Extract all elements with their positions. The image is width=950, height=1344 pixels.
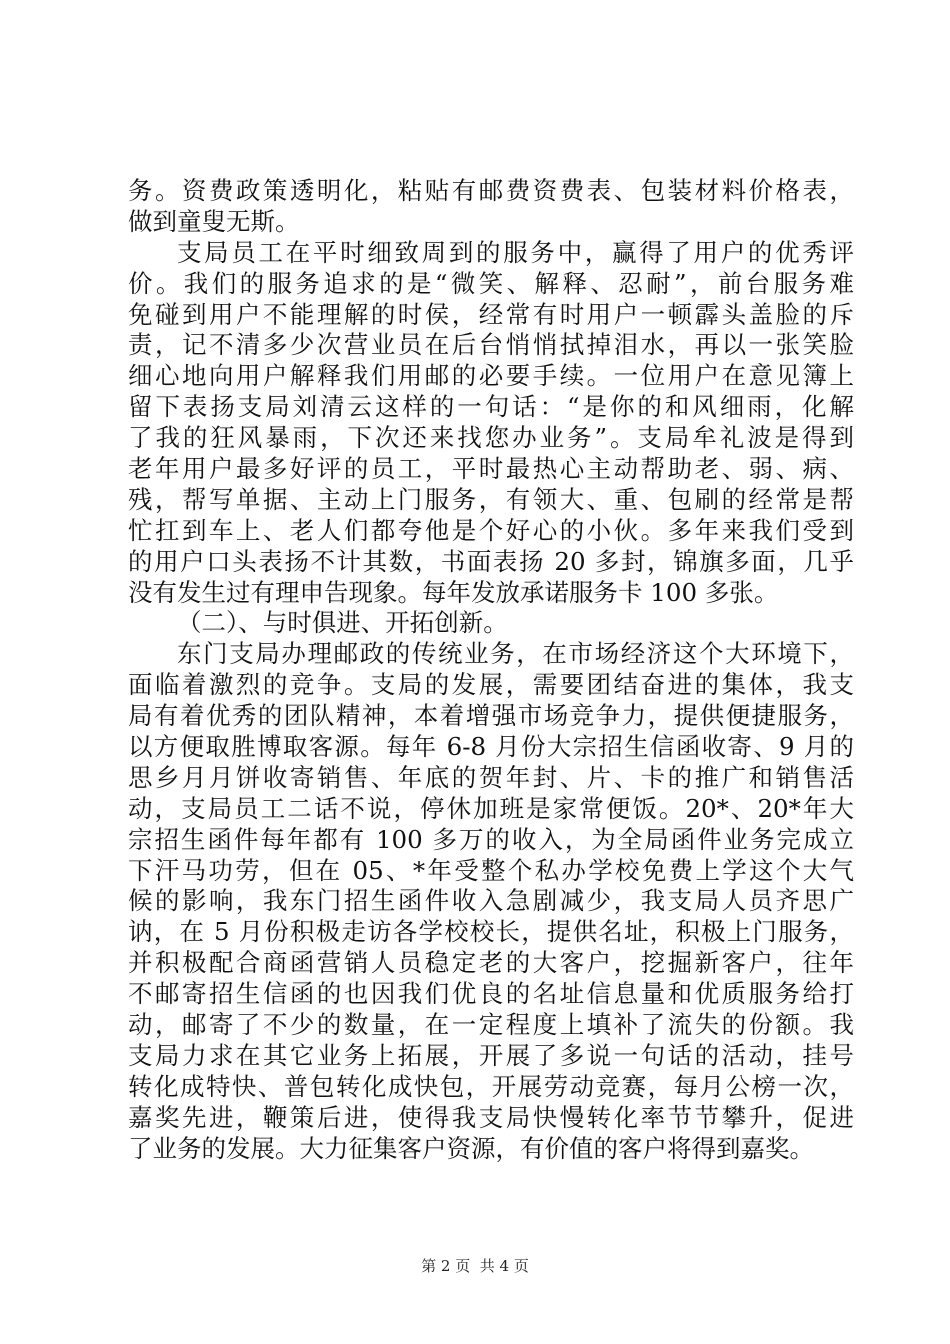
text-line: 不邮寄招生信函的也因我们优良的名址信息量和优质服务给打 [128, 979, 854, 1009]
text-line: 细心地向用户解释我们用邮的必要手续。一位用户在意见簿上 [128, 361, 854, 391]
text-line: 了我的狂风暴雨，下次还来找您办业务”。支局牟礼波是得到 [128, 423, 854, 453]
paragraph-start-line: 东门支局办理邮政的传统业务，在市场经济这个大环境下， [177, 639, 854, 669]
document-body [128, 176, 854, 1165]
text-line: 思乡月月饼收寄销售、年底的贺年封、片、卡的推广和销售活 [128, 762, 854, 792]
text-line: 老年用户最多好评的员工，平时最热心主动帮助老、弱、病、 [128, 454, 854, 484]
text-line: 没有发生过有理申告现象。每年发放承诺服务卡 100 多张。 [128, 577, 779, 607]
text-line: 留下表扬支局刘清云这样的一句话：“是你的和风细雨，化解 [128, 392, 854, 422]
text-line: 支局力求在其它业务上拓展，开展了多说一句话的活动，挂号 [128, 1040, 854, 1070]
text-line: 免碰到用户不能理解的时侯，经常有时用户一顿霹头盖脸的斥 [128, 299, 854, 329]
text-line: 讷，在 5 月份积极走访各学校校长，提供名址，积极上门服务， [128, 917, 854, 947]
text-line: 价。我们的服务追求的是“微笑、解释、忍耐”，前台服务难 [128, 268, 854, 298]
text-line: 忙扛到车上、老人们都夸他是个好心的小伙。多年来我们受到 [128, 515, 854, 545]
text-line: 以方便取胜博取客源。每年 6-8 月份大宗招生信函收寄、9 月的 [128, 732, 854, 762]
text-line: 并积极配合商函营销人员稳定老的大客户，挖掘新客户，往年 [128, 948, 854, 978]
text-line: 残，帮写单据、主动上门服务，有领大、重、包刷的经常是帮 [128, 484, 854, 514]
text-line: 候的影响，我东门招生函件收入急剧减少，我支局人员齐思广 [128, 886, 854, 916]
text-line: 宗招生函件每年都有 100 多万的收入，为全局函件业务完成立 [128, 824, 854, 854]
text-line: 的用户口头表扬不计其数，书面表扬 20 多封，锦旗多面，几乎 [128, 546, 854, 576]
text-line: 做到童叟无斯。 [128, 206, 300, 236]
text-line: 面临着激烈的竞争。支局的发展，需要团结奋进的集体，我支 [128, 670, 854, 700]
text-line: 转化成特快、普包转化成快包，开展劳动竞赛，每月公榜一次， [128, 1071, 854, 1101]
page-footer: 第 2 页 共 4 页 [421, 1257, 529, 1275]
text-line: 了业务的发展。大力征集客户资源，有价值的客户将得到嘉奖。 [128, 1133, 814, 1163]
text-line: 动，邮寄了不少的数量，在一定程度上填补了流失的份额。我 [128, 1010, 854, 1040]
paragraph-start-line: 支局员工在平时细致周到的服务中，赢得了用户的优秀评 [177, 237, 854, 267]
section-heading: （二）、与时俱进、开拓创新。 [177, 608, 508, 638]
text-line: 下汗马功劳，但在 05、*年受整个私办学校免费上学这个大气 [128, 855, 854, 885]
text-line: 务。资费政策透明化，粘贴有邮费资费表、包装材料价格表， [128, 176, 854, 205]
text-line: 责，记不清多少次营业员在后台悄悄拭掉泪水，再以一张笑脸 [128, 330, 854, 360]
text-line: 动，支局员工二话不说，停休加班是家常便饭。20*、20*年大 [128, 793, 854, 823]
text-line: 嘉奖先进，鞭策后进，使得我支局快慢转化率节节攀升，促进 [128, 1102, 854, 1132]
text-line: 局有着优秀的团队精神，本着增强市场竞争力，提供便捷服务， [128, 701, 854, 731]
